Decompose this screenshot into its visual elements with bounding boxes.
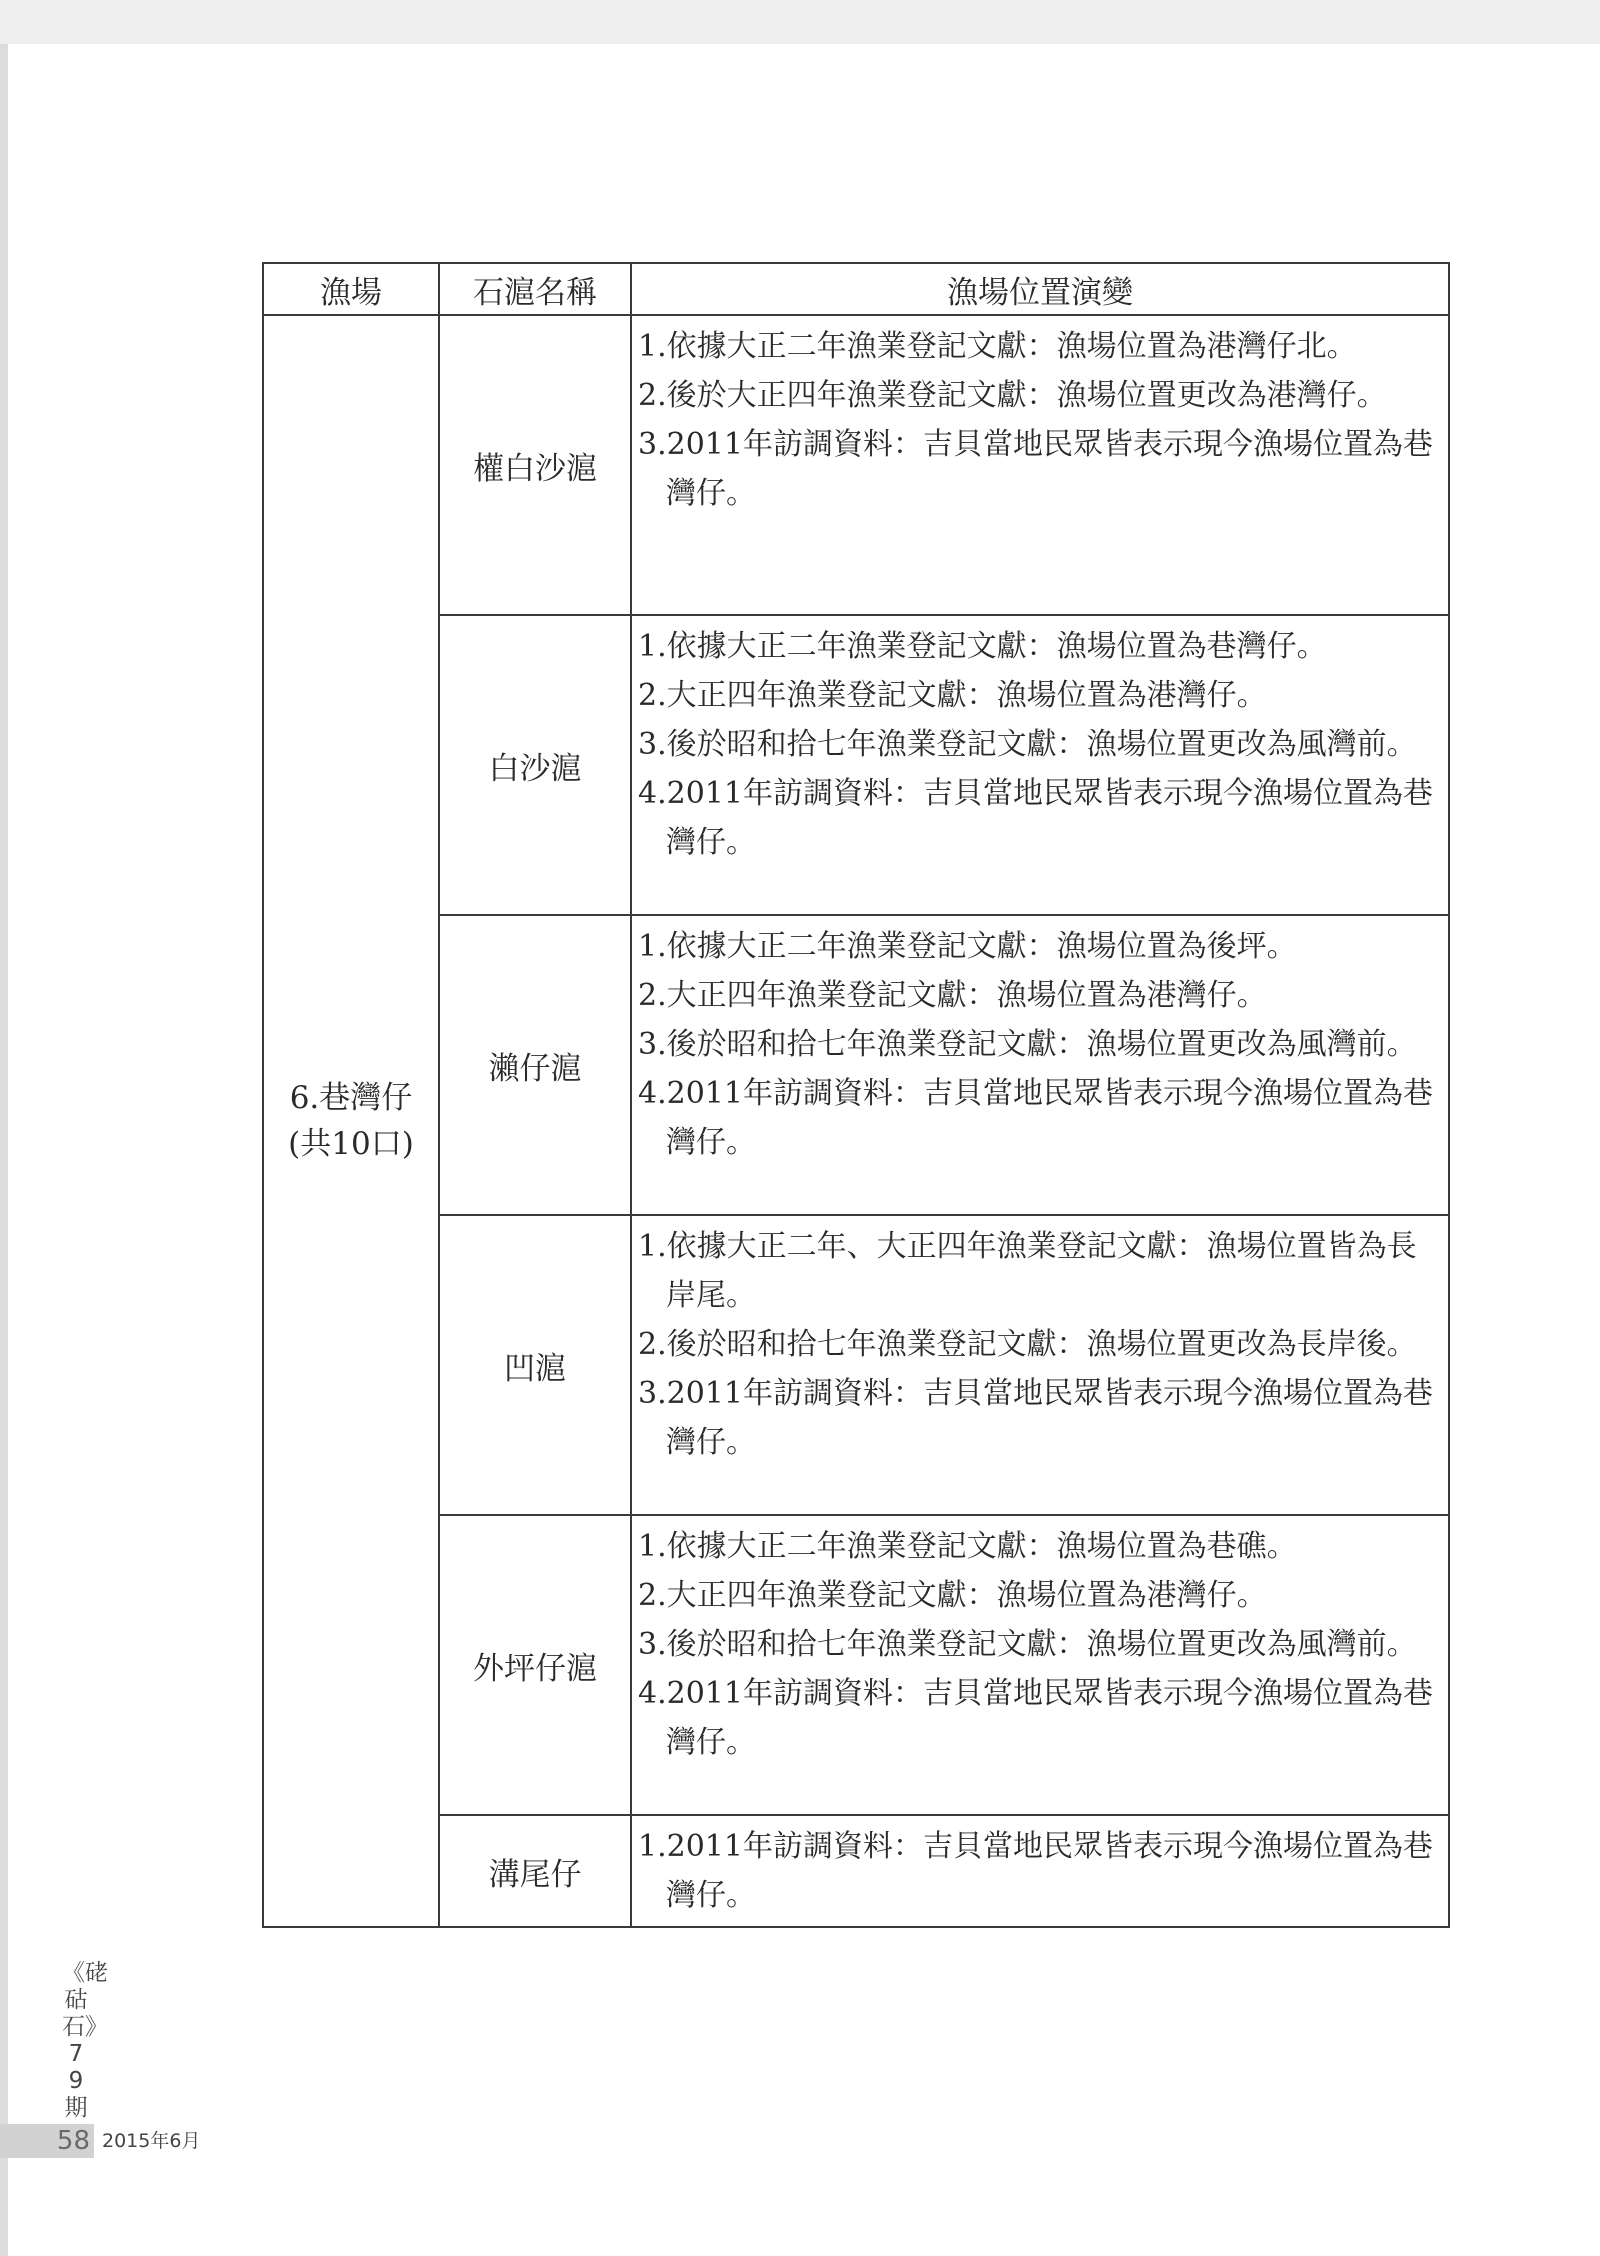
location-history [631, 315, 1449, 615]
history-entry: 2.大正四年漁業登記文獻：漁場位置為港灣仔。 [638, 678, 1267, 713]
history-entry: 1.依據大正二年漁業登記文獻：漁場位置為後坪。 [638, 929, 1297, 964]
history-entry: 3.2011年訪調資料：吉貝當地民眾皆表示現今漁場位置為巷灣仔。 [638, 1376, 1433, 1460]
location-history [631, 915, 1449, 1215]
history-entry: 2.大正四年漁業登記文獻：漁場位置為港灣仔。 [638, 1578, 1267, 1613]
weir-name: 外坪仔滬 [439, 1515, 631, 1815]
history-entry: 3.後於昭和拾七年漁業登記文獻：漁場位置更改為風灣前。 [638, 1027, 1417, 1062]
issue-date: 2015年6月 [102, 2130, 201, 2152]
history-entry: 3.後於昭和拾七年漁業登記文獻：漁場位置更改為風灣前。 [638, 1627, 1417, 1662]
table-row [263, 315, 1449, 615]
history-entry: 2.後於昭和拾七年漁業登記文獻：漁場位置更改為長岸後。 [638, 1327, 1417, 1362]
history-entry: 3.後於昭和拾七年漁業登記文獻：漁場位置更改為風灣前。 [638, 727, 1417, 762]
history-entry: 4.2011年訪調資料：吉貝當地民眾皆表示現今漁場位置為巷灣仔。 [638, 1076, 1433, 1160]
location-history [631, 1815, 1449, 1927]
weir-name: 溝尾仔 [439, 1815, 631, 1927]
location-history [631, 615, 1449, 915]
fishing-ground-count: (共10口) [288, 1126, 414, 1162]
fishing-ground-name: 6.巷灣仔 [289, 1080, 413, 1116]
weir-name: 瀨仔滬 [439, 915, 631, 1215]
table-row [263, 1515, 1449, 1815]
scan-left-edge [0, 44, 8, 2256]
history-entry: 1.依據大正二年漁業登記文獻：漁場位置為巷灣仔。 [638, 629, 1327, 664]
history-entry: 2.大正四年漁業登記文獻：漁場位置為港灣仔。 [638, 978, 1267, 1013]
table-row [263, 915, 1449, 1215]
history-entry: 1.依據大正二年漁業登記文獻：漁場位置為港灣仔北。 [638, 329, 1357, 364]
header-location-history: 漁場位置演變 [631, 263, 1449, 315]
table-row [263, 1815, 1449, 1927]
page-number: 58 [0, 2124, 94, 2158]
history-entry: 4.2011年訪調資料：吉貝當地民眾皆表示現今漁場位置為巷灣仔。 [638, 776, 1433, 860]
history-entry: 4.2011年訪調資料：吉貝當地民眾皆表示現今漁場位置為巷灣仔。 [638, 1676, 1433, 1760]
table-header-row [263, 263, 1449, 315]
weir-name: 權白沙滬 [439, 315, 631, 615]
history-entry: 1.2011年訪調資料：吉貝當地民眾皆表示現今漁場位置為巷灣仔。 [638, 1829, 1433, 1913]
header-weir-name: 石滬名稱 [439, 263, 631, 315]
weir-name: 白沙滬 [439, 615, 631, 915]
scan-top-band [0, 0, 1600, 44]
history-entry: 3.2011年訪調資料：吉貝當地民眾皆表示現今漁場位置為巷灣仔。 [638, 427, 1433, 511]
table-row [263, 1215, 1449, 1515]
history-entry: 2.後於大正四年漁業登記文獻：漁場位置更改為港灣仔。 [638, 378, 1387, 413]
journal-title: 《硓𥑮石》79期 [62, 1960, 108, 2121]
weir-name: 凹滬 [439, 1215, 631, 1515]
history-entry: 1.依據大正二年漁業登記文獻：漁場位置為巷礁。 [638, 1529, 1297, 1564]
fishing-ground-cell [263, 315, 439, 1927]
location-history [631, 1215, 1449, 1515]
table-row [263, 615, 1449, 915]
header-fishing-ground: 漁場 [263, 263, 439, 315]
location-history [631, 1515, 1449, 1815]
fishery-location-table [262, 262, 1450, 1928]
history-entry: 1.依據大正二年、大正四年漁業登記文獻：漁場位置皆為長岸尾。 [638, 1229, 1417, 1313]
